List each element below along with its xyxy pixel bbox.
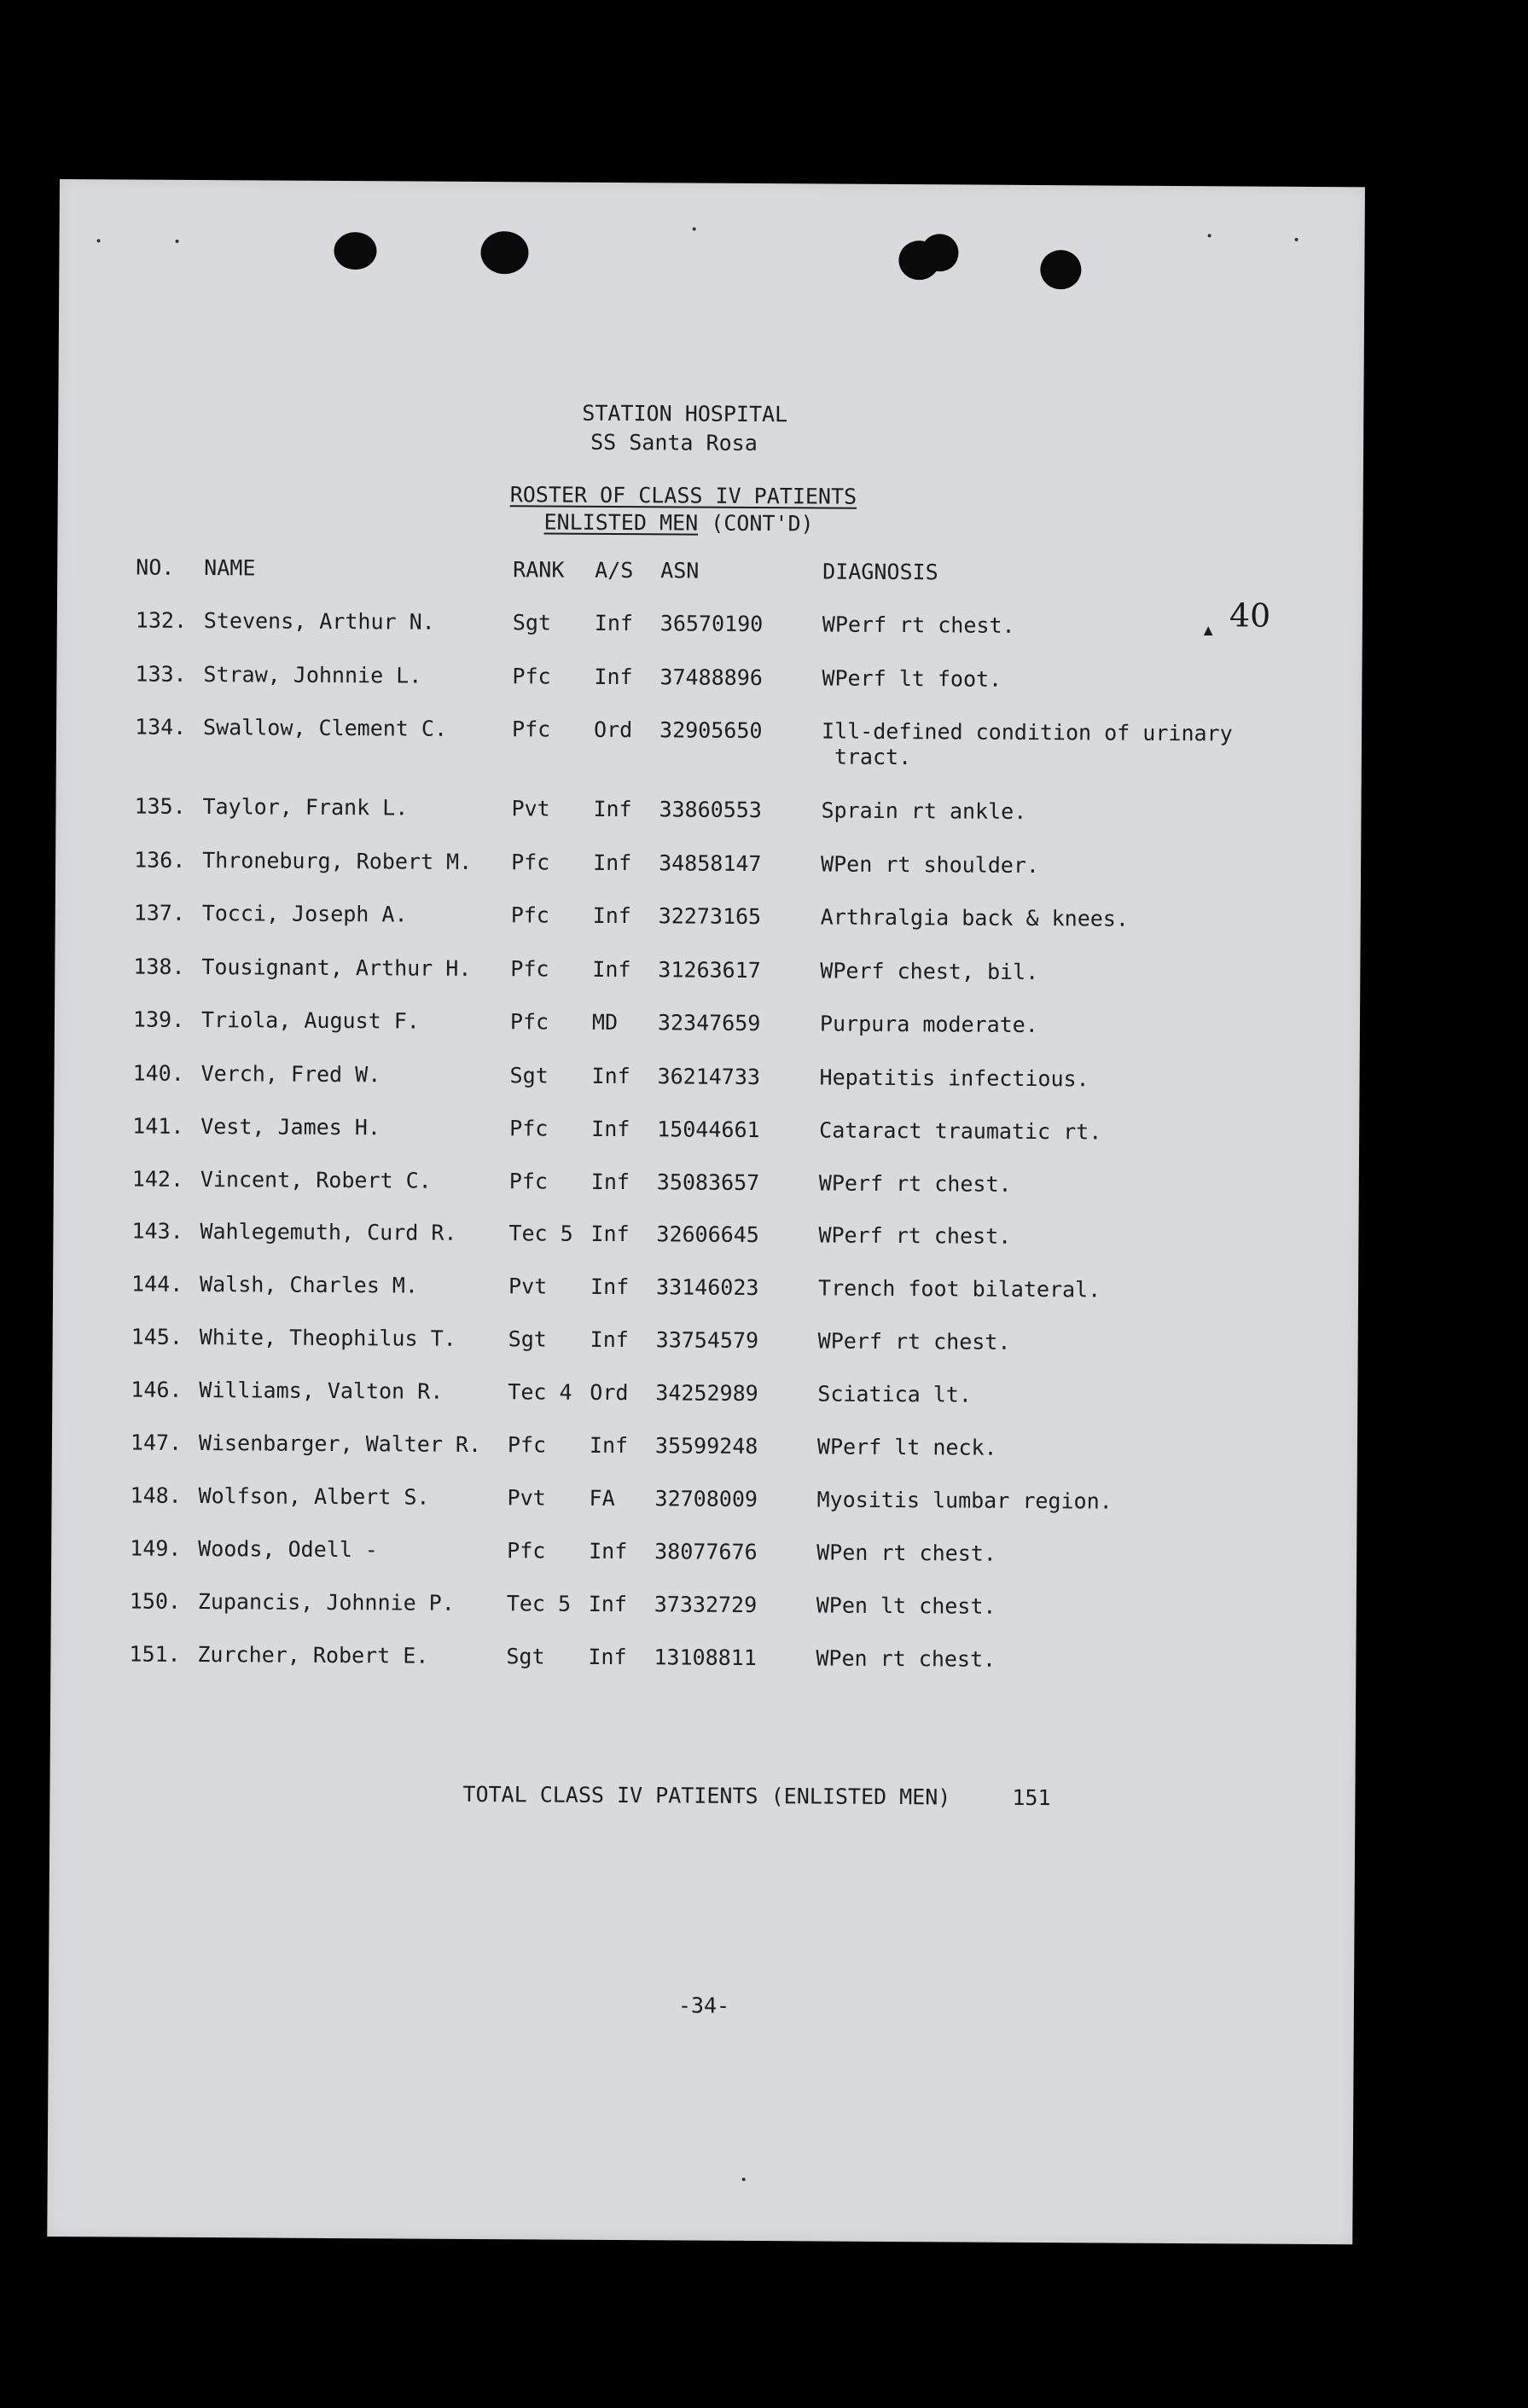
row-diagnosis: WPerf rt chest. — [822, 612, 1015, 638]
row-asn: 32905650 — [659, 717, 763, 744]
row-diagnosis: Purpura moderate. — [819, 1011, 1038, 1038]
row-name: Zupancis, Johnnie P. — [197, 1589, 455, 1616]
row-diagnosis: WPerf chest, bil. — [820, 958, 1039, 985]
column-header-diagnosis: DIAGNOSIS — [822, 559, 938, 585]
header-ship-name: SS Santa Rosa — [590, 429, 758, 456]
row-arm-service: Inf — [590, 1274, 630, 1300]
row-name: Throneburg, Robert M. — [202, 848, 473, 874]
row-arm-service: Inf — [592, 902, 631, 929]
row-rank: Sgt — [508, 1326, 547, 1352]
row-name: Woods, Odell - — [198, 1536, 378, 1563]
document-sheet — [47, 179, 1365, 2244]
row-diagnosis: WPerf rt chest. — [818, 1222, 1012, 1249]
row-rank: Pfc — [511, 850, 550, 875]
row-name: Wisenbarger, Walter R. — [198, 1430, 482, 1458]
row-name: Triola, August F. — [200, 1007, 420, 1034]
row-number: 140. — [132, 1060, 184, 1086]
row-arm-service: Inf — [589, 1432, 629, 1459]
row-rank: Tec 4 — [508, 1379, 572, 1405]
row-arm-service: Inf — [594, 664, 633, 690]
row-name: Vincent, Robert C. — [200, 1167, 432, 1193]
row-arm-service: Ord — [590, 1379, 629, 1406]
row-name: Straw, Johnnie L. — [203, 662, 422, 688]
row-rank: Pfc — [510, 902, 549, 928]
row-number: 148. — [130, 1483, 182, 1508]
row-rank: Pfc — [511, 717, 551, 742]
row-number: 133. — [135, 661, 187, 687]
row-diagnosis: Hepatitis infectious. — [819, 1065, 1089, 1092]
row-number: 137. — [133, 900, 186, 925]
row-arm-service: Inf — [593, 850, 632, 876]
row-arm-service: FA — [589, 1485, 615, 1512]
row-asn: 37488896 — [659, 664, 763, 691]
row-asn: 35083657 — [656, 1169, 760, 1196]
speck — [176, 240, 179, 243]
row-arm-service: Inf — [590, 1169, 630, 1195]
row-rank: Pvt — [508, 1274, 548, 1299]
row-rank: Pvt — [511, 796, 550, 821]
row-rank: Pfc — [509, 1116, 549, 1141]
row-rank: Sgt — [506, 1644, 545, 1669]
row-diagnosis: WPerf rt chest. — [817, 1328, 1011, 1355]
row-asn: 36570190 — [659, 611, 764, 637]
row-name: Tocci, Joseph A. — [201, 901, 408, 927]
row-number: 135. — [134, 793, 186, 819]
row-asn: 32347659 — [657, 1010, 761, 1036]
row-diagnosis: WPerf lt neck. — [816, 1434, 997, 1460]
row-number: 142. — [131, 1166, 184, 1192]
punch-hole-4 — [921, 234, 958, 271]
row-diagnosis: WPen rt shoulder. — [821, 851, 1040, 879]
speck — [693, 228, 696, 231]
row-diagnosis: Arthralgia back & knees. — [820, 904, 1130, 931]
row-arm-service: Inf — [592, 956, 631, 983]
row-rank: Sgt — [512, 610, 552, 635]
row-number: 134. — [134, 714, 187, 740]
row-asn: 13108811 — [654, 1645, 757, 1671]
row-arm-service: Inf — [591, 1116, 630, 1142]
row-asn: 32708009 — [654, 1486, 758, 1512]
row-arm-service: Inf — [591, 1063, 630, 1089]
row-asn: 38077676 — [654, 1539, 758, 1565]
column-header-as: A/S — [595, 557, 634, 583]
row-arm-service: Inf — [588, 1644, 627, 1670]
row-rank: Pfc — [510, 956, 549, 982]
punch-hole-1 — [334, 232, 376, 270]
header-enlisted-men — [543, 509, 813, 537]
row-number: 151. — [129, 1641, 181, 1667]
total-value: 151 — [1012, 1784, 1051, 1811]
row-arm-service: Inf — [590, 1326, 629, 1353]
row-number: 147. — [130, 1430, 183, 1455]
row-diagnosis: WPerf rt chest. — [818, 1170, 1012, 1197]
row-arm-service: MD — [591, 1009, 619, 1036]
row-asn: 31263617 — [658, 957, 761, 984]
row-number: 139. — [132, 1007, 185, 1032]
page-mark-number: 40 — [1229, 596, 1271, 635]
speck — [742, 2178, 746, 2181]
row-diagnosis: Trench foot bilateral. — [817, 1275, 1101, 1303]
row-number: 143. — [131, 1218, 183, 1244]
column-header-no: NO. — [136, 554, 175, 580]
total-label: TOTAL CLASS IV PATIENTS (ENLISTED MEN) — [462, 1781, 951, 1810]
header-contd: (CONT'D) — [698, 510, 814, 537]
punch-hole-5 — [1040, 250, 1081, 289]
row-asn: 15044661 — [657, 1117, 760, 1143]
row-name: Verch, Fred W. — [200, 1061, 381, 1088]
header-enlisted-men-underlined: ENLISTED MEN — [543, 509, 699, 536]
row-asn: 33754579 — [655, 1327, 759, 1354]
row-rank: Tec 5 — [508, 1221, 573, 1246]
row-rank: Pfc — [509, 1009, 549, 1035]
row-rank: Tec 5 — [506, 1591, 572, 1616]
row-diagnosis: WPen lt chest. — [816, 1593, 996, 1619]
row-number: 150. — [129, 1588, 182, 1614]
row-number: 145. — [131, 1324, 183, 1349]
row-diagnosis: WPerf lt foot. — [822, 665, 1002, 692]
row-number: 141. — [132, 1113, 184, 1139]
row-rank: Sgt — [509, 1063, 549, 1088]
punch-hole-2 — [480, 231, 528, 274]
row-name: Stevens, Arthur N. — [203, 608, 435, 635]
row-number: 138. — [133, 954, 185, 979]
row-name: Taylor, Frank L. — [202, 794, 409, 821]
row-asn: 37332729 — [654, 1592, 758, 1618]
row-diagnosis: Cataract traumatic rt. — [819, 1117, 1102, 1145]
column-header-asn: ASN — [660, 558, 700, 583]
row-name: Swallow, Clement C. — [202, 715, 448, 741]
row-arm-service: Inf — [590, 1221, 630, 1247]
row-diagnosis: WPen rt chest. — [816, 1645, 996, 1672]
row-name: Williams, Valton R. — [199, 1378, 444, 1404]
row-arm-service: Inf — [594, 610, 634, 636]
header-station-hospital: STATION HOSPITAL — [582, 400, 788, 427]
row-rank: Pvt — [507, 1485, 546, 1511]
row-asn: 33146023 — [655, 1274, 759, 1301]
row-name: Wahlegemuth, Curd R. — [200, 1219, 457, 1245]
row-name: Vest, James H. — [200, 1114, 381, 1140]
row-diagnosis: Sprain rt ankle. — [821, 798, 1027, 824]
row-rank: Pfc — [507, 1538, 546, 1564]
speck — [1295, 238, 1299, 241]
row-diagnosis: Myositis lumbar region. — [816, 1487, 1113, 1514]
row-number: 146. — [131, 1377, 183, 1402]
row-rank: Pfc — [512, 664, 551, 689]
row-rank: Pfc — [508, 1169, 549, 1194]
row-number: 132. — [135, 607, 188, 633]
row-rank: Pfc — [507, 1432, 547, 1458]
footer-page-number: -34- — [677, 1993, 730, 2018]
column-header-rank: RANK — [513, 557, 565, 583]
row-asn: 33860553 — [659, 797, 763, 823]
row-name: White, Theophilus T. — [199, 1325, 456, 1351]
column-header-name: NAME — [204, 555, 256, 581]
row-number: 144. — [131, 1271, 183, 1297]
row-arm-service: Ord — [593, 717, 633, 743]
row-asn: 36214733 — [657, 1064, 761, 1090]
row-asn: 35599248 — [654, 1433, 758, 1459]
row-asn: 32273165 — [658, 903, 762, 930]
row-diagnosis-continued: tract. — [834, 744, 912, 770]
row-name: Tousignant, Arthur H. — [201, 954, 472, 981]
row-number: 149. — [130, 1535, 182, 1561]
row-asn: 34858147 — [659, 850, 762, 877]
row-diagnosis: WPen rt chest. — [816, 1540, 996, 1566]
speck — [97, 239, 101, 242]
row-arm-service: Inf — [589, 1538, 628, 1564]
page-mark-prefix: ▲ — [1203, 621, 1213, 640]
header-roster-title: ROSTER OF CLASS IV PATIENTS — [509, 482, 857, 509]
speck — [1208, 234, 1211, 237]
row-diagnosis: Sciatica lt. — [817, 1381, 973, 1407]
row-asn: 32606645 — [656, 1221, 759, 1248]
row-arm-service: Inf — [588, 1591, 628, 1617]
row-number: 136. — [134, 847, 186, 873]
row-name: Walsh, Charles M. — [200, 1272, 419, 1298]
row-name: Zurcher, Robert E. — [197, 1642, 429, 1668]
row-arm-service: Inf — [593, 796, 632, 822]
row-name: Wolfson, Albert S. — [198, 1483, 430, 1510]
row-diagnosis: Ill-defined condition of urinary — [821, 718, 1233, 746]
row-asn: 34252989 — [655, 1380, 758, 1407]
